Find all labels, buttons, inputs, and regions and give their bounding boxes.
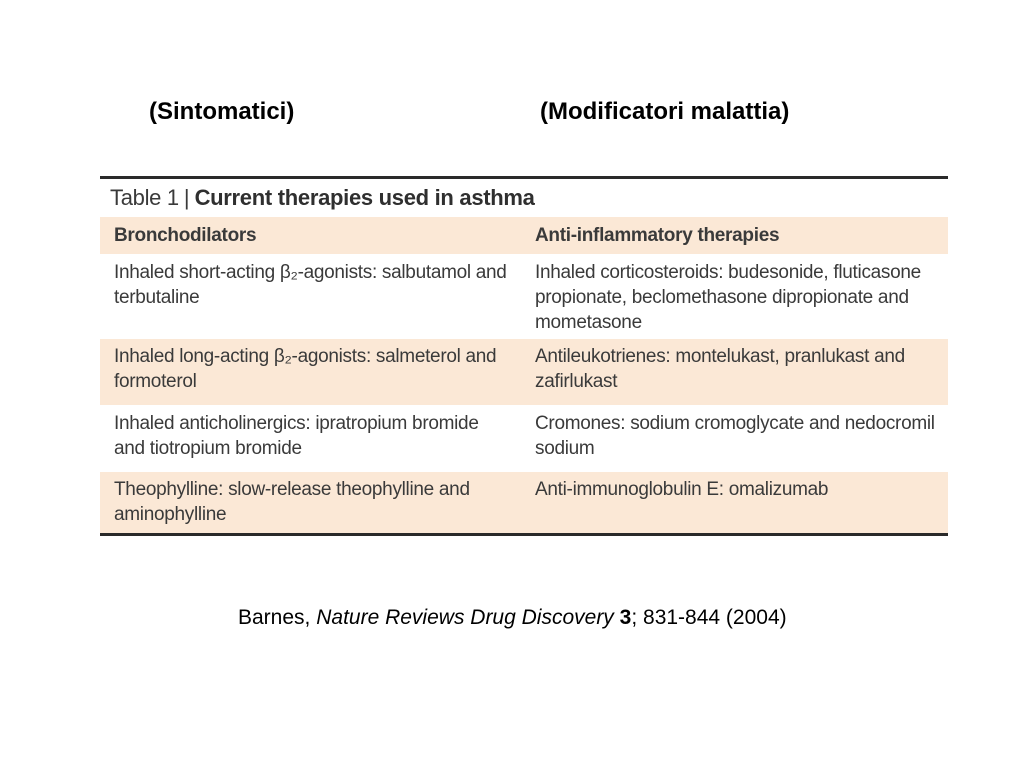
table-cell-bronchodilator: Inhaled long-acting β₂-agonists: salmeterol and formoterol (114, 346, 497, 392)
heading-disease-modifiers: (Modificatori malattia) (540, 98, 790, 125)
table-cell-anti-inflammatory: Inhaled corticosteroids: budesonide, fluticasone propionate, beclomethasone dipropionate and mometasone (535, 262, 921, 333)
table-label: Table 1 (110, 184, 179, 210)
table-row (100, 338, 948, 405)
citation-volume: 3 (619, 606, 632, 629)
table-caption: Current therapies used in asthma (194, 184, 535, 210)
table-bottom-rule (100, 533, 948, 536)
table-header-row (100, 216, 948, 254)
table-cell-bronchodilator: Inhaled short-acting β₂-agonists: salbutamol and terbutaline (114, 262, 507, 308)
table-separator: | (183, 184, 190, 210)
table-cell-anti-inflammatory: Antileukotrienes: montelukast, pranlukast and zafirlukast (535, 346, 905, 392)
heading-symptomatic: (Sintomatici) (149, 98, 295, 125)
table-cell-anti-inflammatory: Anti-immunoglobulin E: omalizumab (535, 479, 829, 500)
table-title (100, 176, 948, 216)
citation-author: Barnes, (238, 606, 317, 629)
therapies-table (100, 176, 948, 536)
column-header-bronchodilators: Bronchodilators (114, 225, 257, 246)
citation-journal: Nature Reviews Drug Discovery (316, 606, 614, 629)
citation-pages-year: ; 831-844 (2004) (631, 606, 787, 629)
table-cell-anti-inflammatory: Cromones: sodium cromoglycate and nedocromil sodium (535, 413, 935, 459)
table-row (100, 254, 948, 338)
table-cell-bronchodilator: Theophylline: slow-release theophylline and aminophylline (114, 479, 470, 525)
citation (238, 606, 787, 630)
table-row (100, 471, 948, 533)
table-cell-bronchodilator: Inhaled anticholinergics: ipratropium bromide and tiotropium bromide (114, 413, 479, 459)
table-row (100, 405, 948, 471)
column-header-anti-inflammatory: Anti-inflammatory therapies (535, 225, 780, 246)
